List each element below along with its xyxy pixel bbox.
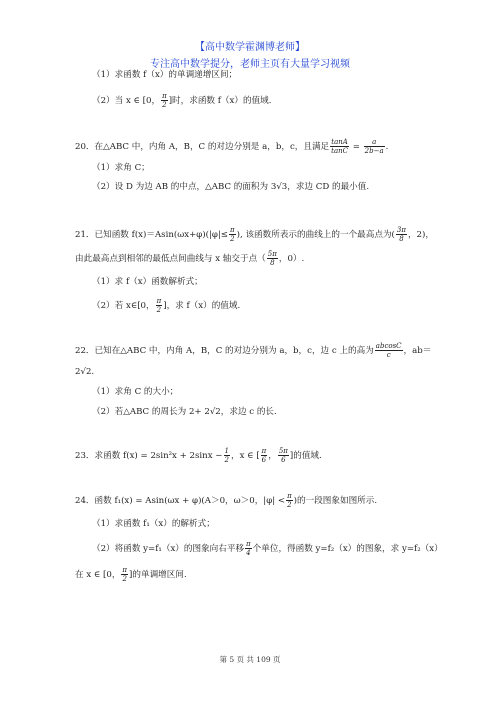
fraction: $\frac{\tan A}{\tan C}$: [331, 138, 348, 155]
q19-part2: （2）当 x ∈ [0， $\frac{\pi}{2}$ ]时，求函数 f（x）的值域.: [92, 92, 272, 109]
q21-stem: 21．已知函数 f(x)＝Asin(ωx+φ)(|φ|≤ $\frac{\pi}{2}$ ), 该函数所表示的曲线上的一个最高点为( $\frac{3\pi}{8}$ ，2)，: [75, 226, 434, 243]
q21-stem-line2: 由此最高点到相邻的最低点间曲线与 x 轴交于点（ $\frac{5\pi}{8}$ ，0）.: [75, 250, 305, 267]
fraction: $\frac{\pi}{2}$: [122, 566, 128, 583]
q20-stem: 20．在△ABC 中，内角 A，B，C 的对边分别是 a，b，c，且满足 $\frac{\tan A}{\tan C}$ = $\frac{a}{2b-a}$ .: [75, 138, 389, 155]
q22-part1: （1）求角 C 的大小；: [92, 387, 179, 397]
fraction: $\frac{a}{2b-a}$: [364, 138, 384, 155]
header-title: 【高中数学霍渊博老师】: [195, 42, 305, 53]
q24-part2: （2）将函数 y=f₁（x）的图象向右平移 $\frac{\pi}{4}$ 个单位，得函数 y=f₂（x）的图象，求 y=f₂（x）: [92, 540, 443, 557]
fraction: $\frac{\pi}{6}$: [261, 447, 267, 464]
q24-stem: 24．函数 f₁(x) = Asin(ωx + φ)(A＞0，ω＞0，|φ| < $\frac{\pi}{2}$ )的一段图象如图所示.: [75, 492, 378, 509]
q21-part1: （1）求 f（x）函数解析式；: [92, 277, 203, 287]
q19-part1: （1）求函数 f（x）的单调递增区间；: [92, 70, 238, 80]
q20-part1: （1）求角 C；: [92, 163, 150, 173]
q22-stem-line2: 2√2.: [75, 367, 95, 377]
q22-stem: 22．已知在△ABC 中，内角 A，B，C 的对边分别为 a，b，c，边 c 上的高为 $\frac{abcosC}{c}$ ，ab＝: [75, 342, 432, 359]
fraction: $\frac{abcosC}{c}$: [375, 342, 402, 359]
fraction: $\frac{3\pi}{8}$: [396, 226, 406, 243]
fraction: $\frac{\pi}{2}$: [230, 226, 235, 243]
q24-part2-line2: 在 x ∈ [0， $\frac{\pi}{2}$ ]的单调增区间.: [75, 566, 187, 583]
q22-part2: （2）若△ABC 的周长为 2+ 2√2，求边 c 的长.: [92, 407, 277, 417]
q24-part1: （1）求函数 f₁（x）的解析式；: [92, 519, 215, 529]
fraction: $\frac{\pi}{4}$: [246, 540, 251, 557]
fraction: $\frac{\pi}{2}$: [287, 492, 292, 509]
q20-part2: （2）设 D 为边 AB 的中点，△ABC 的面积为 3√3，求边 CD 的最小值.: [92, 182, 370, 192]
fraction: $\frac{5\pi}{6}$: [278, 447, 288, 464]
page-footer: 第 5 页 共 109 页: [219, 655, 281, 664]
fraction: $\frac{5\pi}{8}$: [267, 250, 277, 267]
fraction: $\frac{\pi}{2}$: [156, 297, 162, 314]
fraction: $\frac{1}{2}$: [224, 447, 229, 464]
q21-part2: （2）若 x∈[0， $\frac{\pi}{2}$ ]，求 f（x）的值域.: [92, 297, 241, 314]
header-subtitle: 专注高中数学提分，老师主页有大量学习视频: [150, 59, 350, 70]
q23-stem: 23．求函数 f(x) = 2sin²x + 2sinx − $\frac{1}{2}$ ，x ∈ [ $\frac{\pi}{6}$ ， $\frac{5\pi}{6}$ ]的值域.: [75, 447, 322, 464]
fraction: $\frac{\pi}{2}$: [162, 92, 167, 109]
